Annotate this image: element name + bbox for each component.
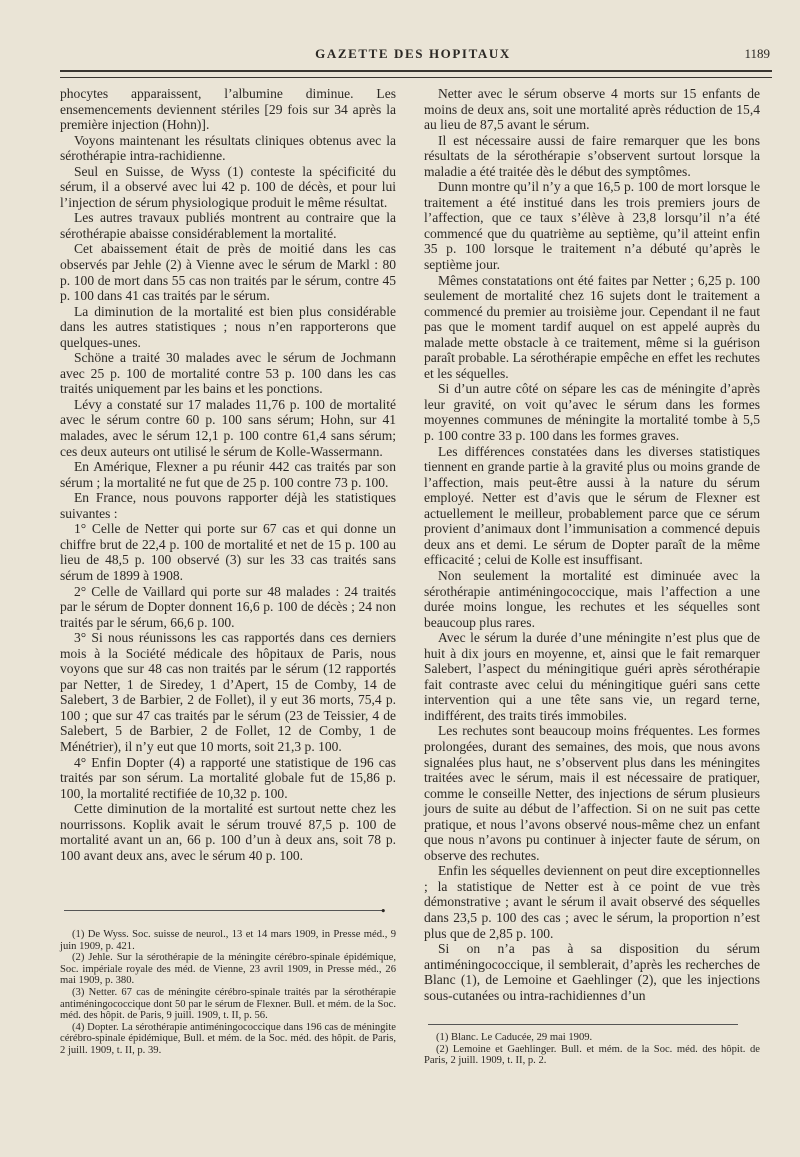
paragraph: Les différences constatées dans les diverses statistiques tiennent en grande partie à la gravité plus ou moins grande de l’affection, mais peut-être aussi à la nature du sérum employé. Netter est d’avis que le sérum de Flexner est actuellement le meilleur, probablement parce que ce sérum provient d’animaux dont l’immunisation a commencé depuis deux ans et demi. Le sérum de Dopter paraît de la même efficacité ; celui de Kolle est insuffisant.	[424, 443, 760, 568]
footnote: (4) Dopter. La sérothérapie antiméningococcique dans 196 cas de méningite cérébro-spinale épidémique, Bull. et mém. de la Soc. méd. des hôpit. de Paris, 2 juill. 1909, t. II, p. 39.	[60, 1021, 396, 1056]
paragraph: 1° Celle de Netter qui porte sur 67 cas et qui donne un chiffre brut de 22,4 p. 100 de mortalité et net de 15 p. 100 au lieu de 48,5 p. 100 observé (3) sur les 33 cas traités sans sérum de 1899 à 1908.	[60, 521, 396, 583]
paragraph: Seul en Suisse, de Wyss (1) conteste la spécificité du sérum, il a observé avec lui 42 p. 100 de décès, et pour lui l’injection de sérum physiologique produit le même résultat.	[60, 163, 396, 210]
paragraph: 3° Si nous réunissons les cas rapportés dans ces derniers mois à la Société médicale des hôpitaux de Paris, nous voyons que sur 48 cas non traités par le sérum (12 rapportés par Netter, 1 de Siredey, 1 d’Apert, 15 de Comby, 14 de Salebert, 3 de Barbier, 2 de Follet), il y eut 36 morts, 75,4 p. 100 ; que sur 47 cas traités par le sérum (23 de Teissier, 4 de Salebert, 5 de Barbier, 2 de Follet, 12 de Comby, 1 de Ménétrier), il n’y eut que 10 morts, soit 21,3 p. 100.	[60, 630, 396, 754]
footnote: (2) Jehle. Sur la sérothérapie de la méningite cérébro-spinale épidémique, Soc. impériale royale des méd. de Vienne, 23 avril 1909, in Presse méd., 26 mai 1909, p. 380.	[60, 952, 396, 987]
paragraph: Cet abaissement était de près de moitié dans les cas observés par Jehle (2) à Vienne avec le sérum de Markl : 80 p. 100 de mort dans 55 cas non traités par le sérum, contre 45 p. 100 dans 41 cas traités par le sérum.	[60, 241, 396, 304]
paragraph: Dunn montre qu’il n’y a que 16,5 p. 100 de mort lorsque le traitement a été institué dans les trois premiers jours de l’affection, que ce taux s’élève à 23,8 lorsqu’il n’a été commencé que du quatrième au septième, qu’il atteint enfin 35 p. 100 lorsque le traitement n’a débuté qu’après le septième jour.	[424, 179, 760, 273]
paragraph: La diminution de la mortalité est bien plus considérable dans les autres statistiques ; nous n’en rapporterons que quelques-unes.	[60, 303, 396, 350]
separator-mark: •	[380, 905, 387, 918]
footnote: (2) Lemoine et Gaehlinger. Bull. et mém. de la Soc. méd. des hôpit. de Paris, 2 juill. 1909, t. II, p. 2.	[424, 1043, 760, 1067]
paragraph: Schöne a traité 30 malades avec le sérum de Jochmann avec 25 p. 100 de mortalité contre 53 p. 100 dans les cas traités uniquement par les bains et les ponctions.	[60, 350, 396, 397]
footnote-rule	[428, 1024, 738, 1025]
paragraph: 4° Enfin Dopter (4) a rapporté une statistique de 196 cas traités par son sérum. La mortalité globale fut de 15,86 p. 100, la mortalité rectifiée de 10,32 p. 100.	[60, 754, 396, 801]
left-column	[60, 86, 396, 863]
paragraph: En Amérique, Flexner a pu réunir 442 cas traités par son sérum ; la mortalité ne fut que de 25 p. 100 contre 73 p. 100.	[60, 459, 396, 490]
footnote: (1) De Wyss. Soc. suisse de neurol., 13 et 14 mars 1909, in Presse méd., 9 juin 1909, p. 421.	[60, 929, 396, 952]
running-header	[56, 44, 770, 66]
paragraph: Avec le sérum la durée d’une méningite n’est plus que de huit à dix jours en moyenne, et, ainsi que le fait remarquer Salebert, l’aspect du méningitique guéri après sérothérapie fait contraste avec celui du méningitique guéri sans cette intervention qui a une tête sans vie, un regard terne, indifférent, des traits tirés immobiles.	[424, 630, 760, 723]
paragraph: En France, nous pouvons rapporter déjà les statistiques suivantes :	[60, 490, 396, 521]
right-footnotes	[424, 1032, 760, 1067]
left-footnotes	[60, 929, 396, 1057]
header-rule	[60, 70, 772, 78]
paragraph: Lévy a constaté sur 17 malades 11,76 p. 100 de mortalité avec le sérum contre 60 p. 100 sans sérum; Hohn, sur 41 malades, avec le sérum 12,1 p. 100 contre 61,4 sans sérum; ces deux auteurs ont utilisé le sérum de Kolle-Wassermann.	[60, 396, 396, 459]
footnote: (1) Blanc. Le Caducée, 29 mai 1909.	[436, 1032, 593, 1043]
footnote: (3) Netter. 67 cas de méningite cérébro-spinale traités par la sérothérapie antiméningococcique dont 50 par le sérum de Flexner. Bull. et mém. de la Soc. méd. des hôpit. de Paris, 9 juill. 1909, t. II, p. 56.	[60, 986, 396, 1022]
footnote-rule	[64, 910, 382, 911]
right-column	[424, 86, 760, 1003]
paragraph: Les rechutes sont beaucoup moins fréquentes. Les formes prolongées, durant des semaines, des mois, que nous avons signalées plus haut, ne s’observent plus dans les méningites traitées avec le sérum, mais il est nécessaire de pratiquer, comme le conseille Netter, des injections de sérum plusieurs jours de suite au début de l’affection. Si on ne suit pas cette pratique, et nous l’avons observé nous-même chez un enfant que nous n’avons pu continuer à injecter faute de sérum, on observe des rechutes.	[424, 723, 760, 863]
paragraph: Voyons maintenant les résultats cliniques obtenus avec la sérothérapie intra-rachidienne.	[60, 132, 396, 164]
paragraph: 2° Celle de Vaillard qui porte sur 48 malades : 24 traités par le sérum de Dopter donnent 16,6 p. 100 de décès ; 24 non traités par le sérum, 66,6 p. 100.	[60, 583, 396, 630]
paragraph: phocytes apparaissent, l’albumine diminue. Les ensemencements deviennent stériles [29 fois sur 34 après la première injection (Hohn)].	[60, 86, 396, 133]
paragraph: Netter avec le sérum observe 4 morts sur 15 enfants de moins de deux ans, soit une mortalité après réduction de 15,4 au lieu de 87,5 avant le sérum.	[424, 86, 760, 133]
paragraph: Si on n’a pas à sa disposition du sérum antiméningococcique, il semblerait, d’après les recherches de Blanc (1), de Lemoine et Gaehlinger (2), que les injections sous-cutanées ou intra-rachidiennes d’un	[424, 941, 760, 1003]
paragraph: Mêmes constatations ont été faites par Netter ; 6,25 p. 100 seulement de mortalité chez 16 sujets dont le traitement a commencé du premier au troisième jour. Cependant il ne faut pas que le moment tardif auquel on est appelé auprès du malade mette obstacle à ce traitement, même si la guérison paraît probable. La sérothérapie empêche en effet les rechutes et les séquelles.	[424, 272, 760, 381]
paragraph: Si d’un autre côté on sépare les cas de méningite d’après leur gravité, on voit qu’avec le sérum dans les formes moyennes communes de méningite la mortalité tombe à 5,5 p. 100 contre 33 p. 100 dans les formes graves.	[424, 381, 760, 444]
paragraph: Enfin les séquelles deviennent on peut dire exceptionnelles ; la statistique de Netter est à ce point de vue très démonstrative ; avant le sérum il avait observé des séquelles dans 23,5 p. 100 des cas ; avec le sérum, la proportion n’est plus que de 2,85 p. 100.	[424, 863, 760, 941]
paragraph: Non seulement la mortalité est diminuée avec la sérothérapie antiméningococcique, mais l’affection a une durée moins longue, les rechutes et les séquelles sont beaucoup plus rares.	[424, 567, 760, 630]
paragraph: Les autres travaux publiés montrent au contraire que la sérothérapie abaisse considérablement la mortalité.	[60, 210, 396, 241]
paragraph: Il est nécessaire aussi de faire remarquer que les bons résultats de la sérothérapie s’observent surtout lorsque la maladie a été traitée dès le début des symptômes.	[424, 132, 760, 179]
paragraph: Cette diminution de la mortalité est surtout nette chez les nourrissons. Koplik avait le sérum trouvé 87,5 p. 100 de mortalité avant un an, 66 p. 100 d’un à deux ans, soit 78 p. 100 avant deux ans, avec le sérum 40 p. 100.	[60, 801, 396, 863]
page-number: 1189	[744, 46, 770, 61]
running-title: GAZETTE DES HOPITAUX	[315, 46, 511, 61]
